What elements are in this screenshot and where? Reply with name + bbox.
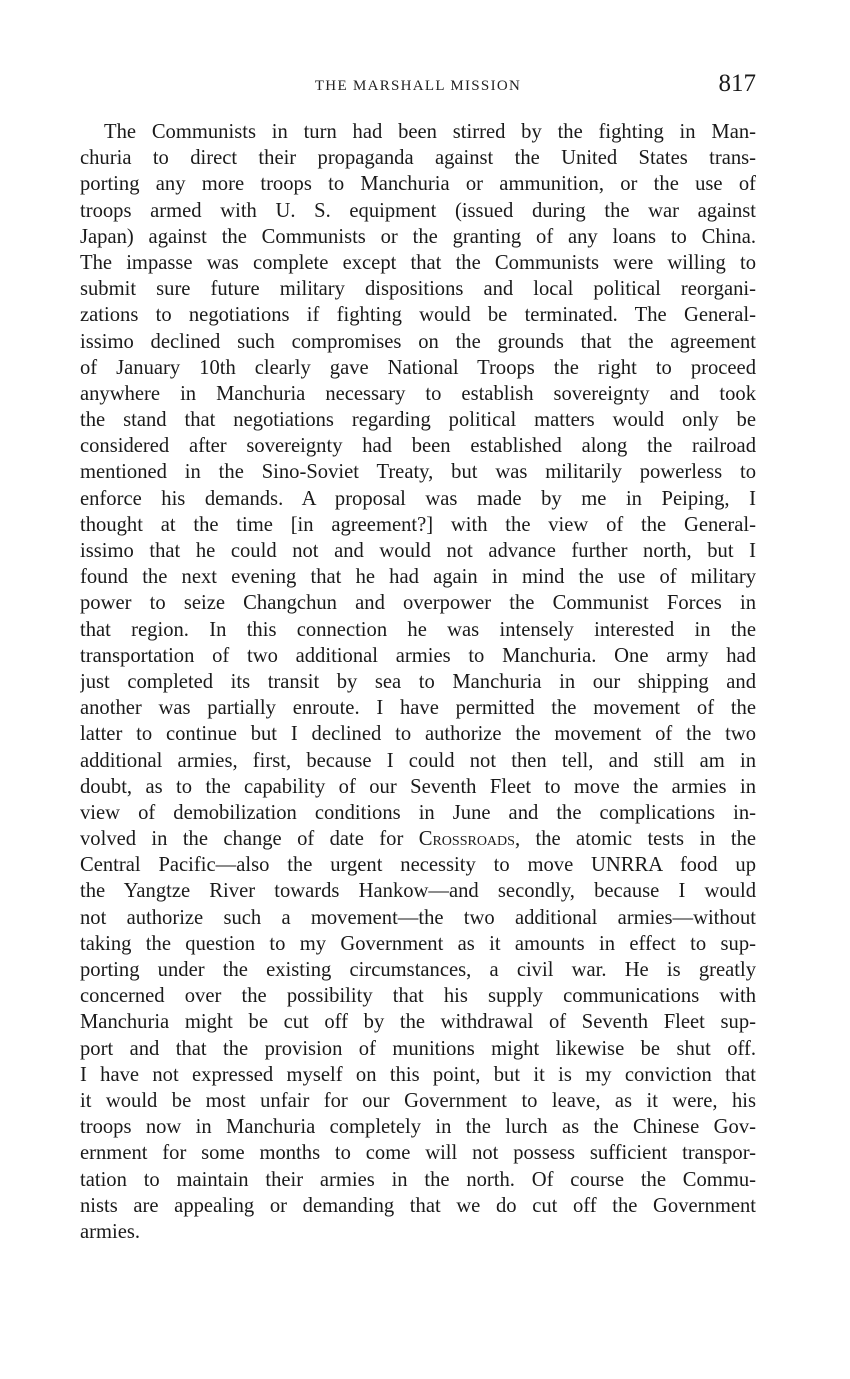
text-line: found the next evening that he had again in mind the use of military (80, 566, 756, 589)
text-line: The Communists in turn had been stirred by the fighting in Man- (104, 121, 756, 143)
text-line: Manchuria might be cut off by the withdrawal of Seventh Fleet sup- (80, 1011, 756, 1034)
text-line: additional armies, first, because I could not then tell, and still am in (80, 749, 756, 772)
body-paragraph (80, 119, 756, 1245)
text-line: troops now in Manchuria completely in the lurch as the Chinese Gov- (80, 1116, 756, 1139)
text-line: issimo that he could not and would not advance further north, but I (80, 540, 756, 562)
text-line: issimo declined such compromises on the grounds that the agreement (80, 330, 756, 353)
text-line: doubt, as to the capability of our Seventh Fleet to move the armies in (80, 775, 756, 798)
text-line: porting under the existing circumstances, a civil war. He is greatly (80, 959, 756, 981)
text-line: just completed its transit by sea to Manchuria in our shipping and (80, 670, 756, 693)
text-line: Central Pacific—also the urgent necessity to move UNRRA food up (80, 854, 756, 877)
text-line: taking the question to my Government as it amounts in effect to sup- (80, 932, 756, 955)
text-line: not authorize such a movement—the two additional armies—without (80, 906, 756, 929)
running-head (80, 70, 756, 104)
text-line: armies. (80, 1220, 141, 1243)
text-line: I have not expressed myself on this point, but it is my conviction that (80, 1063, 756, 1086)
text-line: porting any more troops to Manchuria or ammunition, or the use of (80, 173, 756, 196)
text-line (80, 826, 756, 852)
text-line: concerned over the possibility that his supply communications with (80, 985, 756, 1008)
text-line: ernment for some months to come will not possess sufficient transpor- (80, 1142, 756, 1165)
page-number: 817 (718, 70, 756, 97)
text-line: the stand that negotiations regarding political matters would only be (80, 409, 756, 432)
text-line: Japan) against the Communists or the granting of any loans to China. (80, 225, 756, 248)
text-line: transportation of two additional armies to Manchuria. One army had (80, 644, 756, 667)
text-line: it would be most unfair for our Government to leave, as it were, his (80, 1089, 756, 1112)
text-line: latter to continue but I declined to authorize the movement of the two (80, 723, 756, 746)
text-line: anywhere in Manchuria necessary to establish sovereignty and took (80, 382, 756, 405)
operation-name-small-caps: Crossroads (418, 828, 515, 851)
text-line: enforce his demands. A proposal was made by me in Peiping, I (80, 487, 756, 510)
text-line: another was partially enroute. I have permitted the movement of the (80, 697, 756, 720)
text-segment: volved in the change of date for (80, 828, 419, 851)
text-line: submit sure future military dispositions and local political reorgani- (80, 278, 756, 301)
text-line: thought at the time [in agreement?] with the view of the General- (80, 513, 756, 536)
text-segment: , the atomic tests in the (514, 828, 756, 851)
text-line: churia to direct their propaganda against the United States trans- (80, 147, 756, 170)
text-line: tation to maintain their armies in the north. Of course the Commu- (80, 1168, 756, 1191)
text-line: troops armed with U. S. equipment (issued during the war against (80, 199, 756, 222)
text-line: that region. In this connection he was intensely interested in the (80, 618, 756, 641)
text-line: considered after sovereignty had been established along the railroad (80, 435, 756, 458)
text-line: port and that the provision of munitions might likewise be shut off. (80, 1037, 756, 1060)
text-line: mentioned in the Sino-Soviet Treaty, but was militarily powerless to (80, 461, 756, 484)
running-title: THE MARSHALL MISSION (314, 78, 522, 94)
text-line: zations to negotiations if fighting would be terminated. The General- (80, 304, 756, 327)
text-line: nists are appealing or demanding that we do cut off the Government (80, 1194, 756, 1217)
text-line: The impasse was complete except that the Communists were willing to (80, 251, 756, 274)
text-line: of January 10th clearly gave National Troops the right to proceed (80, 356, 756, 379)
text-line: power to seize Changchun and overpower the Communist Forces in (80, 592, 756, 615)
text-line: view of demobilization conditions in June and the complications in- (80, 801, 756, 824)
text-line: the Yangtze River towards Hankow—and secondly, because I would (80, 880, 756, 903)
